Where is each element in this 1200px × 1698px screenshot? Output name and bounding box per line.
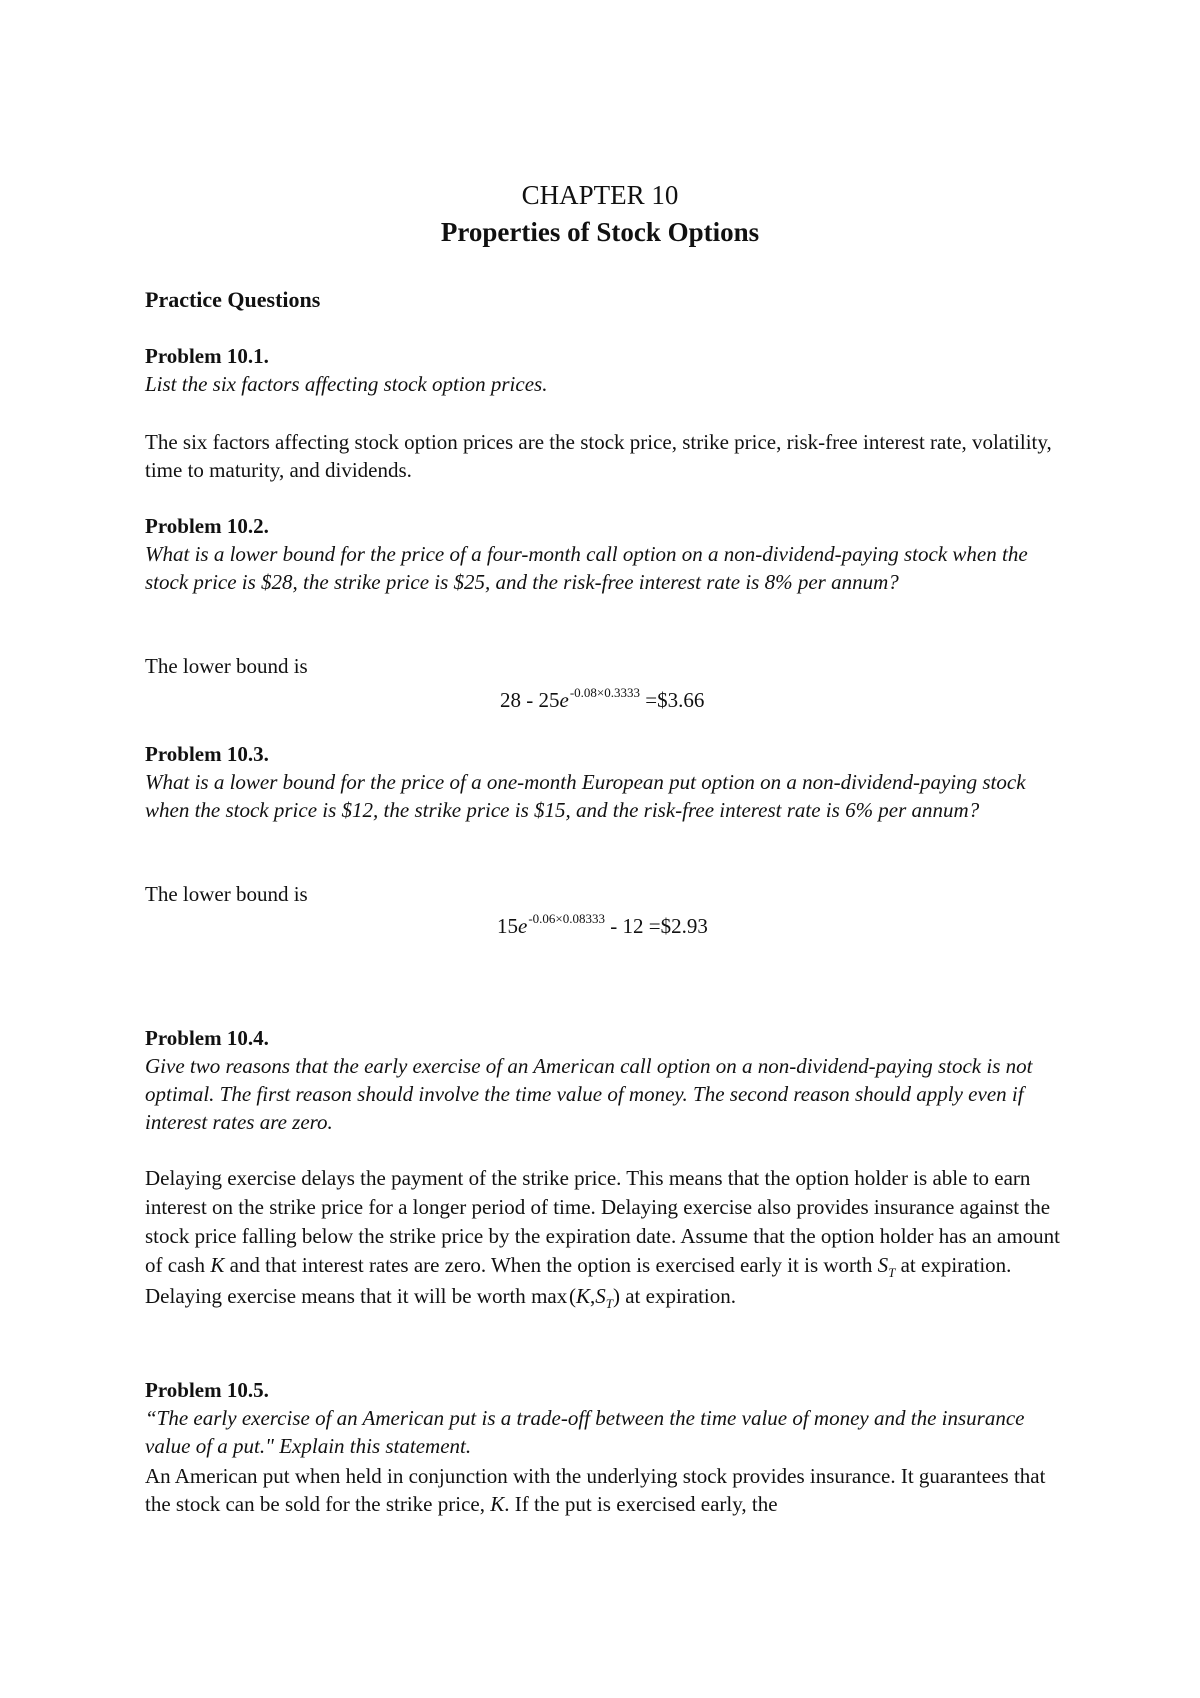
var-k: K — [490, 1492, 505, 1516]
problem-10-1-answer: The six factors affecting stock option prices are the stock price, strike price, risk-free interest rate, volatility, time to maturity, and dividends. — [145, 430, 1052, 482]
problem-10-4-question: Give two reasons that the early exercise of an American call option on a non-dividend-paying stock is not optimal. The first reason should involve the time value of money. The second reason should apply even if interest rates are zero. — [145, 1054, 1033, 1134]
problem-10-1-question: List the six factors affecting stock option prices. — [145, 372, 548, 396]
problem-10-2-label: Problem 10.2. — [145, 514, 269, 538]
var-s-subscript: T — [888, 1265, 896, 1280]
equation-left: 28 - 25 — [500, 688, 560, 712]
equation-base: e — [559, 688, 569, 712]
equation-result: =$3.66 — [640, 688, 705, 712]
equation-exponent: -0.08×0.3333 — [569, 685, 640, 700]
section-heading: Practice Questions — [145, 287, 321, 312]
equation-result: - 12 =$2.93 — [605, 914, 708, 938]
problem-10-5-label: Problem 10.5. — [145, 1378, 269, 1402]
problem-10-5-answer: An American put when held in conjunction with the underlying stock provides insurance. It guarantees that the stock can be sold for the strike price, K. If the put is exercised early, the — [145, 1464, 1046, 1516]
chapter-number: CHAPTER 10 — [521, 180, 679, 210]
problem-10-4-label: Problem 10.4. — [145, 1026, 269, 1050]
problem-10-3-equation — [497, 912, 708, 943]
equation-left: 15 — [497, 914, 518, 938]
problem-10-2-answer-intro: The lower bound is — [145, 654, 308, 678]
problem-10-4-answer: Delaying exercise delays the payment of the strike price. This means that the option holder is able to earn interest on the strike price for a longer period of time. Delaying exercise also provides insurance against the stock price falling below the strike price by the expiration date. Assume that the option holder has an amount of cash K and that interest rates are zero. When the option is exercised early it is worth $S_T$ at expiration. Delaying exercise means that it will be worth max $(K,S_T)$ at expiration. — [145, 1166, 1061, 1311]
problem-10-3-answer-intro: The lower bound is — [145, 882, 308, 906]
max-function: max — [531, 1284, 568, 1308]
var-s: S — [877, 1253, 889, 1277]
equation-exponent: -0.06×0.08333 — [528, 911, 605, 926]
problem-10-1-label: Problem 10.1. — [145, 344, 269, 368]
problem-10-3-question: What is a lower bound for the price of a one-month European put option on a non-dividend-paying stock when the stock price is $12, the strike price is $15, and the risk-free interest rate is 6% per annum? — [145, 770, 1026, 822]
problem-10-5-question: “The early exercise of an American put is a trade-off between the time value of money and the insurance value of a put." Explain this statement. — [145, 1406, 1025, 1458]
var-k: K — [210, 1253, 225, 1277]
equation-base: e — [518, 914, 528, 938]
chapter-title: Properties of Stock Options — [440, 217, 760, 247]
problem-10-3-label: Problem 10.3. — [145, 742, 269, 766]
problem-10-2-question: What is a lower bound for the price of a four-month call option on a non-dividend-paying stock when the stock price is $28, the strike price is $25, and the risk-free interest rate is 8% per annum? — [145, 542, 1028, 594]
problem-10-2-equation — [500, 686, 704, 717]
